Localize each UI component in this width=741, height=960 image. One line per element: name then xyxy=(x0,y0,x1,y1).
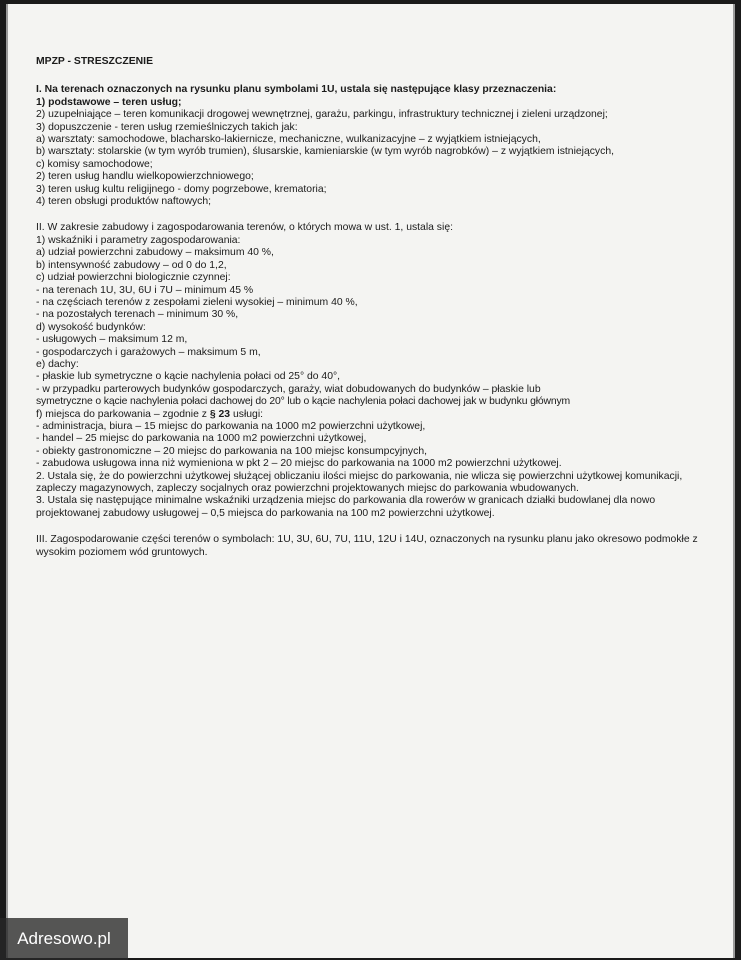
section-2-line: b) intensywność zabudowy – od 0 do 1,2, xyxy=(36,259,227,271)
section-2-line: - na terenach 1U, 3U, 6U i 7U – minimum 45 % xyxy=(36,284,254,296)
section-2-line: - handel – 25 miejsc do parkowania na 1000 m2 powierzchni użytkowej, xyxy=(36,433,367,445)
paragraph-reference: § 23 xyxy=(209,408,231,420)
section-2-line: - obiekty gastronomiczne – 20 miejsc do parkowania na 100 miejsc konsumpcyjnych, xyxy=(36,445,427,457)
section-1-line: 3) teren usług kultu religijnego - domy pogrzebowe, krematoria; xyxy=(36,183,327,195)
watermark-logo: Adresowo.pl xyxy=(0,918,128,960)
section-2-line: 1) wskaźniki i parametry zagospodarowania: xyxy=(36,234,241,246)
section-2-line: e) dachy: xyxy=(36,358,79,370)
section-1-line: a) warsztaty: samochodowe, blacharsko-lakiernicze, mechaniczne, wulkanizacyjne – z wyjątkiem istniejących, xyxy=(36,134,541,146)
section-1-line: c) komisy samochodowe; xyxy=(36,158,153,170)
document-content xyxy=(36,56,701,559)
section-1-line: 2) teren usług handlu wielkopowierzchniowego; xyxy=(36,171,254,183)
section-2-line: a) udział powierzchni zabudowy – maksimum 40 %, xyxy=(36,247,274,259)
section-2-line: 3. Ustala się następujące minimalne wskaźniki urządzenia miejsc do parkowania dla rowerów w granicach działki budowlanej dla nowo projektowanej zabudowy usługowej – 0,5 miejsca do parkowania na 100 m2 powierzchni użytkowej. xyxy=(36,495,656,519)
section-2-line: - usługowych – maksimum 12 m, xyxy=(36,334,188,346)
section-2-line: symetryczne o kącie nachylenia połaci dachowej do 20° lub o kącie nachylenia połaci dachowej jak w budynku głównym xyxy=(36,396,571,408)
section-2-line: 2. Ustala się, że do powierzchni użytkowej służącej obliczaniu ilości miejsc do parkowania, nie wlicza się powierzchni użytkowej komunikacji, zapleczy magazynowych, zapleczy socjalnych oraz powierzchni projektowanych miejsc do parkowania wbudowanych. xyxy=(36,470,683,494)
section-1-heading: I. Na terenach oznaczonych na rysunku planu symbolami 1U, ustala się następujące klasy przeznaczenia: xyxy=(36,84,557,96)
section-2-heading: II. W zakresie zabudowy i zagospodarowania terenów, o których mowa w ust. 1, ustala się: xyxy=(36,222,453,234)
section-2-line: d) wysokość budynków: xyxy=(36,321,146,333)
section-2-line: - gospodarczych i garażowych – maksimum 5 m, xyxy=(36,346,261,358)
section-2-line xyxy=(36,409,701,421)
section-2-line: c) udział powierzchni biologicznie czynnej: xyxy=(36,272,231,284)
section-1-line: b) warsztaty: stolarskie (w tym wyrób trumien), ślusarskie, kamieniarskie (w tym wyrób nagrobków) – z wyjątkiem istniejących, xyxy=(36,146,614,158)
section-1-line: 4) teren obsługi produktów naftowych; xyxy=(36,196,212,208)
section-3-text: III. Zagospodarowanie części terenów o symbolach: 1U, 3U, 6U, 7U, 11U, 12U i 14U, oznaczonych na rysunku planu jako okresowo podmokłe z wysokim poziomem wód gruntowych. xyxy=(36,534,698,558)
parking-line-start: f) miejsca do parkowania – zgodnie z xyxy=(36,408,210,420)
section-2-line: - na pozostałych terenach – minimum 30 %, xyxy=(36,309,239,321)
section-2-line: - administracja, biura – 15 miejsc do parkowania na 1000 m2 powierzchni użytkowej, xyxy=(36,420,426,432)
document-title: MPZP - STRESZCZENIE xyxy=(36,56,154,67)
section-1-line: 2) uzupełniające – teren komunikacji drogowej wewnętrznej, garażu, parkingu, infrastruktury technicznej i zieleni urządzonej; xyxy=(36,109,608,121)
section-1-line: 3) dopuszczenie - teren usług rzemieślniczych takich jak: xyxy=(36,121,298,133)
document-page xyxy=(6,4,735,958)
section-1-line: 1) podstawowe – teren usług; xyxy=(36,96,182,108)
section-2-line: - zabudowa usługowa inna niż wymieniona w pkt 2 – 20 miejsc do parkowania na 1000 m2 powierzchni użytkowej. xyxy=(36,458,562,470)
section-2-line: - na częściach terenów z zespołami zieleni wysokiej – minimum 40 %, xyxy=(36,296,358,308)
section-2-line: - w przypadku parterowych budynków gospodarczych, garaży, wiat dobudowanych do budynków – płaskie lub xyxy=(36,383,541,395)
section-2-line: - płaskie lub symetryczne o kącie nachylenia połaci od 25° do 40°, xyxy=(36,371,341,383)
parking-line-end: usługi: xyxy=(230,408,264,420)
